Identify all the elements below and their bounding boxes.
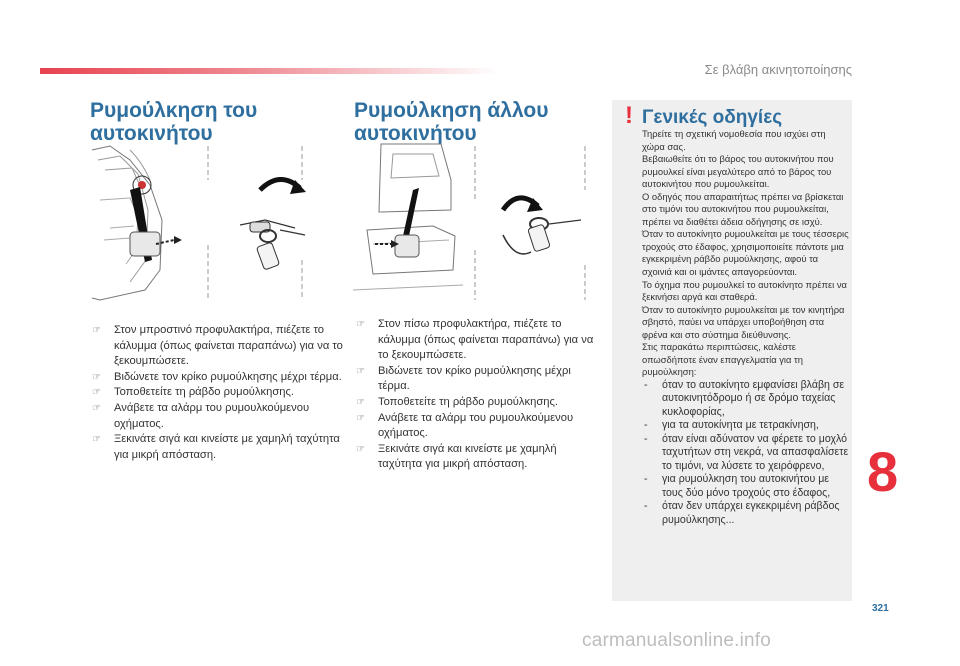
arrow-bullet-icon: ☞ [92, 325, 101, 336]
arrow-bullet-icon: ☞ [92, 434, 101, 446]
watermark: carmanualsonline.info [582, 630, 772, 651]
list-item: ☞ Στον πίσω προφυλακτήρα, πιέζετε το κάλυμμα (όπως φαίνεται παραπάνω) για να το ξεκουμπώσετε. [356, 318, 594, 362]
section-title: Σε βλάβη ακινητοποίησης [704, 62, 852, 77]
towing-own-car-steps [90, 323, 350, 463]
warning-icon: ! [625, 102, 633, 129]
rear-towing-eye-illustration [353, 140, 608, 305]
paragraph: Τηρείτε τη σχετική νομοθεσία που ισχύει στη χώρα σας. [642, 128, 826, 152]
list-item: ☞ Ξεκινάτε σιγά και κινείστε με χαμηλή ταχύτητα για μικρή απόσταση. [356, 442, 557, 471]
arrow-bullet-icon: ☞ [356, 443, 365, 455]
list-item: - όταν είναι αδύνατον να φέρετε το μοχλό ταχυτήτων στη νεκρά, να απασφαλίσετε το τιμόνι, να λύσετε το χειρόφρενο, [644, 432, 849, 472]
list-item: ☞ Στον μπροστινό προφυλακτήρα, πιέζετε το κάλυμμα (όπως φαίνεται παραπάνω) για να το ξεκουμπώσετε. [92, 324, 343, 368]
arrow-bullet-icon: ☞ [356, 365, 365, 377]
paragraph: Το όχημα που ρυμουλκεί το αυτοκίνητο πρέπει να ξεκινήσει αργά και σταθερά. [642, 278, 847, 303]
paragraph: Στις παρακάτω περιπτώσεις, καλέστε οπωσδήποτε έναν επαγγελματία για τη ρυμούλκηση: [642, 341, 803, 378]
general-instructions-text [642, 128, 850, 527]
title-towing-own-car: Ρυμούλκηση του αυτοκινήτου [90, 99, 258, 145]
list-item: - για τα αυτοκίνητα με τετρακίνηση, [644, 419, 819, 432]
list-item: ☞ Βιδώνετε τον κρίκο ρυμούλκησης μέχρι τέρμα. [90, 370, 350, 386]
list-item: ☞ Τοποθετείτε τη ράβδο ρυμούλκησης. [354, 395, 594, 411]
paragraph: Βεβαιωθείτε ότι το βάρος του αυτοκινήτου που ρυμουλκεί είναι μεγαλύτερο από το βάρος του αυτοκινήτου που ρυμουλκείται. [642, 153, 834, 190]
list-item: - για ρυμούλκηση του αυτοκινήτου με τους δύο μόνο τροχούς στο έδαφος, [644, 473, 831, 499]
list-item: - όταν δεν υπάρχει εγκεκριμένη ράβδος ρυμούλκησης... [644, 500, 840, 526]
paragraph: Ο οδηγός που απαραιτήτως πρέπει να βρίσκεται στο τιμόνι του αυτοκινήτου που ρυμουλκείται, πρέπει να διαθέτει άδεια οδήγησης σε ισχύ. [642, 190, 844, 227]
list-item: ☞ Ξεκινάτε σιγά και κινείστε με χαμηλή ταχύτητα για μικρή απόσταση. [92, 433, 340, 461]
list-item: ☞ Τοποθετείτε τη ράβδο ρυμούλκησης. [90, 385, 350, 401]
towing-other-car-steps [354, 317, 594, 473]
list-item: ☞ Ανάβετε τα αλάρμ του ρυμουλκούμενου οχήματος. [356, 411, 574, 440]
arrow-bullet-icon: ☞ [92, 387, 101, 399]
title-general-instructions: Γενικές οδηγίες [642, 107, 783, 128]
paragraph: Όταν το αυτοκίνητο ρυμουλκείται με τους τέσσερις τροχούς στο έδαφος, χρησιμοποιείτε πάντοτε μια εγκεκριμένη ράβδο ρυμούλκησης, αφού τα σχοινιά και οι ιμάντες απαγορεύονται. [642, 228, 849, 278]
arrow-bullet-icon: ☞ [356, 412, 365, 424]
arrow-bullet-icon: ☞ [92, 402, 101, 414]
professional-towing-cases [642, 379, 850, 528]
list-item: ☞ Ανάβετε τα αλάρμ του ρυμουλκούμενου οχήματος. [92, 401, 310, 430]
front-towing-eye-illustration [90, 140, 340, 305]
arrow-bullet-icon: ☞ [92, 371, 101, 383]
header-accent-bar [40, 68, 500, 74]
paragraph: Όταν το αυτοκίνητο ρυμουλκείται με τον κινητήρα σβηστό, παύει να υπάρχει υποβοήθηση στα φρένα και στο σύστημα διεύθυνσης. [642, 303, 845, 340]
arrow-bullet-icon: ☞ [356, 396, 365, 408]
arrow-bullet-icon: ☞ [356, 319, 365, 330]
list-item: ☞ Βιδώνετε τον κρίκο ρυμούλκησης μέχρι τέρμα. [356, 364, 571, 393]
chapter-number: 8 [867, 440, 899, 503]
page-number: 321 [872, 603, 889, 614]
list-item: - όταν το αυτοκίνητο εμφανίσει βλάβη σε αυτοκινητόδρομο ή σε δρόμο ταχείας κυκλοφορίας, [644, 378, 845, 418]
title-towing-other-car: Ρυμούλκηση άλλου αυτοκινήτου [354, 99, 549, 145]
